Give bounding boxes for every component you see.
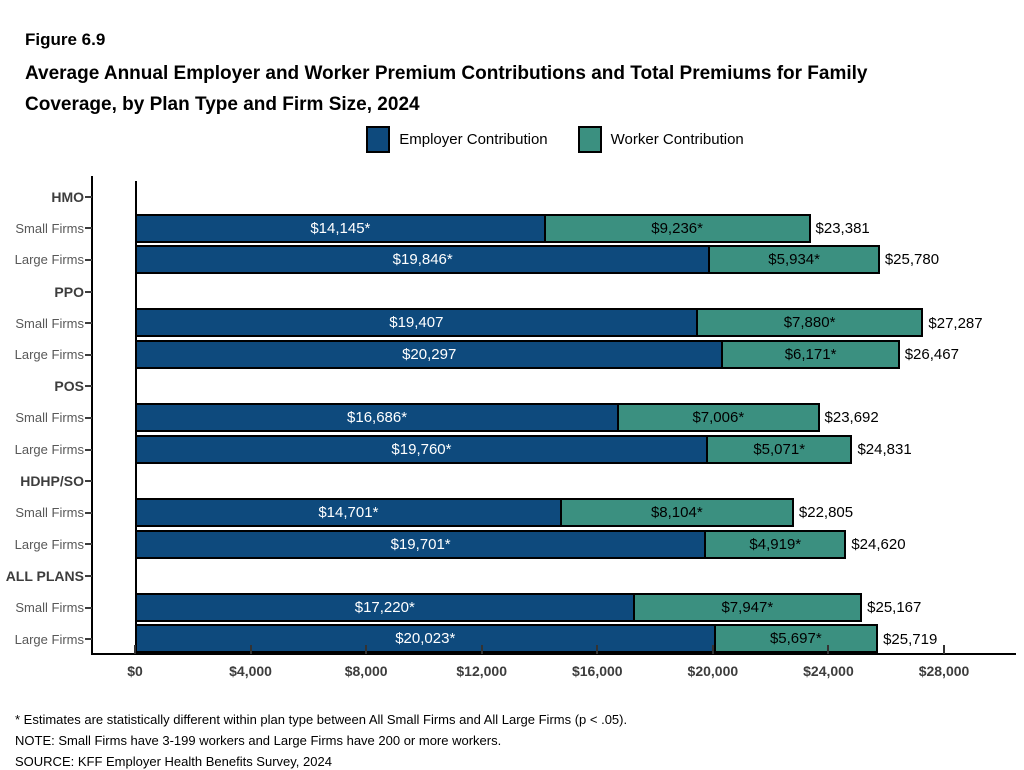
- y-axis-tick: [85, 385, 92, 387]
- firm-size-label: Large Firms: [14, 442, 84, 458]
- x-axis-tick: [134, 645, 136, 654]
- total-value-label: $25,780: [884, 251, 940, 269]
- employer-bar-segment: [137, 437, 708, 462]
- footnotes: [15, 709, 627, 770]
- x-axis-tick: [827, 645, 829, 654]
- employer-value-label: $19,846*: [392, 251, 453, 269]
- employer-value-label: $20,297: [402, 346, 457, 363]
- figure-number: Figure 6.9: [25, 30, 106, 49]
- bar-row: [0, 402, 1024, 434]
- y-axis-tick: [85, 354, 92, 356]
- y-axis-tick: [85, 638, 92, 640]
- x-axis-tick-label: $0: [127, 663, 143, 679]
- total-value-label: $23,381: [815, 219, 870, 237]
- firm-size-label: Large Firms: [14, 631, 84, 647]
- plan-type-label: POS: [54, 378, 84, 395]
- worker-value-label: $7,880*: [783, 314, 836, 332]
- x-axis-tick: [250, 645, 252, 654]
- worker-legend-swatch: [578, 126, 602, 153]
- y-axis-tick: [85, 227, 92, 229]
- x-axis-tick: [712, 645, 714, 654]
- employer-value-label: $19,760*: [391, 440, 452, 458]
- total-value-label: $23,692: [824, 409, 879, 427]
- y-axis-tick: [85, 543, 92, 545]
- figure-title-line-2: Coverage, by Plan Type and Firm Size, 2024: [25, 94, 420, 115]
- firm-size-label: Small Firms: [15, 410, 84, 426]
- worker-bar-segment: [716, 626, 877, 651]
- footnote-asterisk: * Estimates are statistically different within plan type between All Small Firms and All Large Firms (p < .05).: [15, 712, 628, 727]
- bar-row: [0, 339, 1024, 371]
- stacked-bar: [135, 624, 878, 653]
- x-axis-tick-label: $16,000: [571, 663, 623, 679]
- total-value-label: $24,831: [857, 441, 912, 459]
- footnote-source: SOURCE: KFF Employer Health Benefits Survey, 2024: [15, 754, 332, 769]
- employer-value-label: $14,145*: [310, 219, 371, 237]
- firm-size-label: Small Firms: [15, 505, 84, 521]
- y-axis-tick: [85, 480, 92, 482]
- y-axis-tick: [85, 322, 92, 324]
- employer-bar-segment: [137, 216, 546, 241]
- worker-bar-segment: [698, 310, 922, 335]
- total-value-label: $24,620: [851, 535, 906, 553]
- worker-legend-label: Worker Contribution: [610, 131, 744, 148]
- plan-type-row: [0, 371, 1024, 403]
- worker-value-label: $5,934*: [768, 251, 820, 269]
- worker-bar-segment: [708, 437, 851, 462]
- x-axis-tick-label: $20,000: [687, 663, 739, 679]
- total-value-label: $22,805: [798, 504, 854, 522]
- bar-row: [0, 497, 1024, 529]
- employer-value-label: $17,220*: [354, 598, 415, 616]
- stacked-bar: [135, 308, 923, 337]
- plan-type-label: ALL PLANS: [5, 567, 84, 584]
- stacked-bar: [135, 214, 811, 243]
- employer-bar-segment: [137, 247, 710, 272]
- worker-value-label: $7,006*: [692, 409, 745, 427]
- plan-type-row: [0, 276, 1024, 308]
- stacked-bar: [135, 530, 846, 559]
- worker-bar-segment: [710, 247, 877, 272]
- bar-row: [0, 307, 1024, 339]
- employer-value-label: $14,701*: [318, 504, 379, 521]
- total-value-label: $26,467: [904, 346, 959, 364]
- employer-bar-segment: [137, 310, 698, 335]
- employer-bar-segment: [137, 405, 619, 430]
- employer-bar-segment: [137, 342, 723, 367]
- worker-value-label: $5,697*: [769, 630, 822, 648]
- employer-bar-segment: [137, 500, 562, 525]
- worker-value-label: $5,071*: [753, 440, 806, 458]
- worker-bar-segment: [723, 342, 897, 367]
- total-value-label: $27,287: [928, 314, 983, 332]
- x-axis-tick-label: $12,000: [456, 663, 508, 679]
- stacked-bar: [135, 245, 880, 274]
- y-axis-tick: [85, 607, 92, 609]
- stacked-bar: [135, 593, 862, 622]
- x-axis-tick-label: $28,000: [918, 663, 970, 679]
- bar-row: [0, 592, 1024, 624]
- x-axis-tick: [481, 645, 483, 654]
- worker-value-label: $8,104*: [650, 504, 703, 521]
- plan-type-label: HMO: [51, 188, 84, 205]
- total-value-label: $25,719: [883, 630, 938, 648]
- footnote-note: NOTE: Small Firms have 3-199 workers and Large Firms have 200 or more workers.: [15, 733, 502, 748]
- plan-type-label: HDHP/SO: [20, 473, 84, 490]
- plan-type-row: [0, 465, 1024, 497]
- bar-row: [0, 434, 1024, 466]
- employer-bar-segment: [137, 532, 706, 557]
- stacked-bar: [135, 435, 852, 464]
- firm-size-label: Large Firms: [14, 347, 84, 363]
- worker-value-label: $9,236*: [651, 219, 703, 237]
- employer-value-label: $19,701*: [390, 535, 451, 553]
- employer-bar-segment: [137, 595, 635, 620]
- employer-value-label: $20,023*: [395, 630, 456, 648]
- x-axis-tick-label: $4,000: [229, 663, 272, 679]
- y-axis-tick: [85, 196, 92, 198]
- total-value-label: $25,167: [867, 599, 922, 617]
- employer-value-label: $16,686*: [347, 409, 408, 427]
- x-axis-tick: [365, 645, 367, 654]
- worker-value-label: $6,171*: [784, 346, 837, 363]
- bar-row: [0, 244, 1024, 276]
- worker-bar-segment: [562, 500, 792, 525]
- plan-type-row: [0, 181, 1024, 213]
- bar-row: [0, 213, 1024, 245]
- worker-bar-segment: [619, 405, 817, 430]
- worker-bar-segment: [706, 532, 844, 557]
- y-axis-tick: [85, 512, 92, 514]
- firm-size-label: Small Firms: [15, 600, 84, 616]
- plan-type-label: PPO: [54, 283, 84, 300]
- employer-legend-label: Employer Contribution: [399, 131, 548, 148]
- plan-type-row: [0, 560, 1024, 592]
- x-axis-tick: [596, 645, 598, 654]
- bar-row: [0, 623, 1024, 655]
- worker-value-label: $7,947*: [721, 598, 774, 616]
- firm-size-label: Small Firms: [15, 315, 84, 331]
- worker-bar-segment: [546, 216, 809, 241]
- employer-value-label: $19,407: [389, 314, 444, 332]
- stacked-bar: [135, 340, 900, 369]
- y-axis-tick: [85, 291, 92, 293]
- worker-bar-segment: [635, 595, 861, 620]
- legend: [0, 126, 1024, 153]
- employer-bar-segment: [137, 626, 716, 651]
- bar-row: [0, 529, 1024, 561]
- plot-area: [0, 181, 1024, 655]
- x-axis-tick: [943, 645, 945, 654]
- x-axis-tick-label: $24,000: [803, 663, 854, 679]
- x-axis-tick-label: $8,000: [344, 663, 388, 679]
- stacked-bar: [135, 498, 794, 527]
- firm-size-label: Large Firms: [14, 252, 84, 268]
- y-axis-tick: [85, 259, 92, 261]
- figure-title: [25, 58, 995, 120]
- y-axis-tick: [85, 449, 92, 451]
- employer-legend-swatch: [366, 126, 390, 153]
- firm-size-label: Large Firms: [14, 536, 84, 552]
- firm-size-label: Small Firms: [15, 220, 84, 236]
- figure-title-line-1: Average Annual Employer and Worker Premium Contributions and Total Premiums for Family: [25, 63, 868, 84]
- y-axis-tick: [85, 575, 92, 577]
- y-axis-tick: [85, 417, 92, 419]
- stacked-bar: [135, 403, 820, 432]
- worker-value-label: $4,919*: [749, 535, 802, 553]
